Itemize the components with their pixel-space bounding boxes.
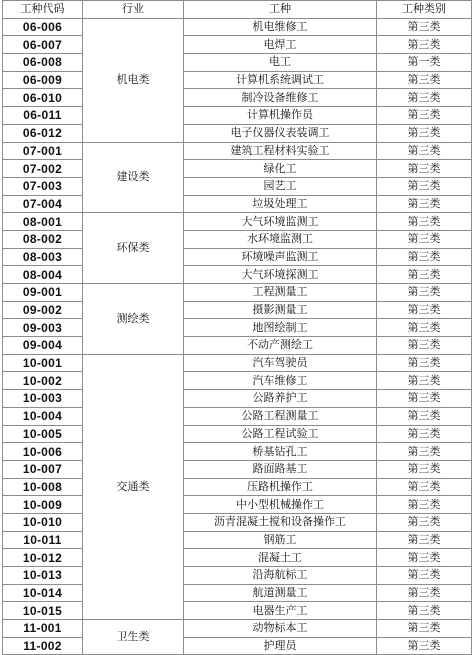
job-category-cell: 第三类 (377, 266, 472, 284)
table-row (3, 230, 472, 248)
job-code-cell: 08-002 (3, 230, 83, 248)
job-code-cell: 10-009 (3, 496, 83, 514)
job-name-cell: 中小型机械操作工 (184, 496, 377, 514)
table-row (3, 567, 472, 585)
job-category-cell: 第三类 (377, 18, 472, 36)
job-name-cell: 汽车驾驶员 (184, 354, 377, 372)
job-code-cell: 09-001 (3, 284, 83, 302)
job-name-cell: 路面路基工 (184, 460, 377, 478)
job-name-cell: 计算机系统调试工 (184, 71, 377, 89)
job-code-cell: 09-004 (3, 337, 83, 355)
header-code: 工种代码 (3, 1, 83, 19)
job-name-cell: 大气环境监测工 (184, 213, 377, 231)
job-category-cell: 第三类 (377, 372, 472, 390)
job-name-cell: 制冷设备维修工 (184, 89, 377, 107)
header-industry: 行业 (83, 1, 184, 19)
job-name-cell: 不动产测绘工 (184, 337, 377, 355)
job-classification-table-container (2, 0, 471, 655)
industry-cell: 机电类 (83, 18, 184, 142)
industry-cell: 环保类 (83, 213, 184, 284)
job-code-cell: 09-002 (3, 301, 83, 319)
job-code-cell: 10-011 (3, 531, 83, 549)
job-code-cell: 08-003 (3, 248, 83, 266)
job-name-cell: 混凝土工 (184, 549, 377, 567)
job-category-cell: 第三类 (377, 107, 472, 125)
job-name-cell: 电焊工 (184, 36, 377, 54)
job-category-cell: 第三类 (377, 478, 472, 496)
job-category-cell: 第三类 (377, 213, 472, 231)
job-category-cell: 第三类 (377, 425, 472, 443)
table-row (3, 284, 472, 302)
job-code-cell: 10-001 (3, 354, 83, 372)
table-row (3, 89, 472, 107)
job-code-cell: 11-001 (3, 620, 83, 638)
table-row (3, 425, 472, 443)
job-classification-table (2, 0, 472, 655)
job-category-cell: 第三类 (377, 142, 472, 160)
job-code-cell: 10-007 (3, 460, 83, 478)
job-category-cell: 第三类 (377, 177, 472, 195)
job-name-cell: 钢筋工 (184, 531, 377, 549)
job-category-cell: 第三类 (377, 284, 472, 302)
job-name-cell: 公路工程测量工 (184, 407, 377, 425)
table-row (3, 319, 472, 337)
job-code-cell: 06-011 (3, 107, 83, 125)
job-category-cell: 第三类 (377, 337, 472, 355)
job-code-cell: 10-010 (3, 513, 83, 531)
table-row (3, 248, 472, 266)
table-row (3, 460, 472, 478)
job-category-cell: 第三类 (377, 160, 472, 178)
job-code-cell: 08-004 (3, 266, 83, 284)
job-name-cell: 电器生产工 (184, 602, 377, 620)
job-category-cell: 第三类 (377, 460, 472, 478)
table-row (3, 620, 472, 638)
table-row (3, 177, 472, 195)
job-code-cell: 10-003 (3, 390, 83, 408)
job-category-cell: 第三类 (377, 567, 472, 585)
job-code-cell: 10-002 (3, 372, 83, 390)
industry-cell: 测绘类 (83, 284, 184, 355)
job-name-cell: 压路机操作工 (184, 478, 377, 496)
industry-cell: 交通类 (83, 354, 184, 619)
job-code-cell: 06-009 (3, 71, 83, 89)
job-name-cell: 电子仪器仪表装调工 (184, 124, 377, 142)
job-name-cell: 绿化工 (184, 160, 377, 178)
job-category-cell: 第三类 (377, 443, 472, 461)
industry-cell: 建设类 (83, 142, 184, 213)
job-name-cell: 工程测量工 (184, 284, 377, 302)
table-row (3, 478, 472, 496)
job-name-cell: 公路养护工 (184, 390, 377, 408)
job-code-cell: 10-006 (3, 443, 83, 461)
table-row (3, 584, 472, 602)
job-code-cell: 08-001 (3, 213, 83, 231)
job-code-cell: 10-005 (3, 425, 83, 443)
table-row (3, 36, 472, 54)
job-name-cell: 计算机操作员 (184, 107, 377, 125)
job-category-cell: 第三类 (377, 301, 472, 319)
job-code-cell: 10-014 (3, 584, 83, 602)
job-category-cell: 第三类 (377, 496, 472, 514)
table-row (3, 71, 472, 89)
job-name-cell: 环境噪声监测工 (184, 248, 377, 266)
job-category-cell: 第三类 (377, 230, 472, 248)
job-code-cell: 06-008 (3, 54, 83, 72)
job-code-cell: 10-013 (3, 567, 83, 585)
table-row (3, 443, 472, 461)
table-row (3, 124, 472, 142)
job-name-cell: 建筑工程材料实验工 (184, 142, 377, 160)
table-row (3, 407, 472, 425)
table-row (3, 549, 472, 567)
job-name-cell: 沥青混凝土搅和设备操作工 (184, 513, 377, 531)
job-code-cell: 07-004 (3, 195, 83, 213)
table-row (3, 602, 472, 620)
job-code-cell: 06-012 (3, 124, 83, 142)
job-name-cell: 园艺工 (184, 177, 377, 195)
job-category-cell: 第三类 (377, 354, 472, 372)
job-category-cell: 第三类 (377, 36, 472, 54)
job-category-cell: 第三类 (377, 407, 472, 425)
job-category-cell: 第三类 (377, 195, 472, 213)
job-code-cell: 07-001 (3, 142, 83, 160)
header-category: 工种类别 (377, 1, 472, 19)
table-row (3, 142, 472, 160)
table-row (3, 354, 472, 372)
table-header-row (3, 1, 472, 19)
table-row (3, 54, 472, 72)
job-name-cell: 护理员 (184, 637, 377, 655)
job-name-cell: 水环境监测工 (184, 230, 377, 248)
job-name-cell: 机电维修工 (184, 18, 377, 36)
job-code-cell: 10-004 (3, 407, 83, 425)
job-code-cell: 06-006 (3, 18, 83, 36)
job-name-cell: 沿海航标工 (184, 567, 377, 585)
table-row (3, 390, 472, 408)
table-row (3, 372, 472, 390)
job-category-cell: 第一类 (377, 54, 472, 72)
table-row (3, 531, 472, 549)
job-code-cell: 06-007 (3, 36, 83, 54)
job-category-cell: 第三类 (377, 513, 472, 531)
job-name-cell: 动物标本工 (184, 620, 377, 638)
job-name-cell: 公路工程试验工 (184, 425, 377, 443)
job-code-cell: 10-008 (3, 478, 83, 496)
job-category-cell: 第三类 (377, 531, 472, 549)
job-category-cell: 第三类 (377, 319, 472, 337)
table-row (3, 266, 472, 284)
table-row (3, 337, 472, 355)
job-category-cell: 第三类 (377, 89, 472, 107)
table-body (3, 18, 472, 655)
table-row (3, 107, 472, 125)
table-row (3, 301, 472, 319)
job-category-cell: 第三类 (377, 637, 472, 655)
job-code-cell: 10-015 (3, 602, 83, 620)
job-name-cell: 桥基钻孔工 (184, 443, 377, 461)
job-category-cell: 第三类 (377, 248, 472, 266)
table-row (3, 513, 472, 531)
job-code-cell: 10-012 (3, 549, 83, 567)
job-code-cell: 11-002 (3, 637, 83, 655)
table-row (3, 160, 472, 178)
job-name-cell: 地图绘制工 (184, 319, 377, 337)
job-category-cell: 第三类 (377, 71, 472, 89)
job-category-cell: 第三类 (377, 124, 472, 142)
job-category-cell: 第三类 (377, 602, 472, 620)
job-name-cell: 汽车维修工 (184, 372, 377, 390)
job-name-cell: 航道测量工 (184, 584, 377, 602)
job-code-cell: 09-003 (3, 319, 83, 337)
header-job: 工种 (184, 1, 377, 19)
table-row (3, 496, 472, 514)
job-category-cell: 第三类 (377, 620, 472, 638)
job-name-cell: 大气环境探测工 (184, 266, 377, 284)
industry-cell: 卫生类 (83, 620, 184, 655)
job-name-cell: 摄影测量工 (184, 301, 377, 319)
table-row (3, 213, 472, 231)
job-category-cell: 第三类 (377, 390, 472, 408)
job-code-cell: 07-002 (3, 160, 83, 178)
job-name-cell: 垃圾处理工 (184, 195, 377, 213)
job-category-cell: 第三类 (377, 549, 472, 567)
job-name-cell: 电工 (184, 54, 377, 72)
table-row (3, 195, 472, 213)
job-code-cell: 06-010 (3, 89, 83, 107)
table-row (3, 18, 472, 36)
job-code-cell: 07-003 (3, 177, 83, 195)
job-category-cell: 第三类 (377, 584, 472, 602)
